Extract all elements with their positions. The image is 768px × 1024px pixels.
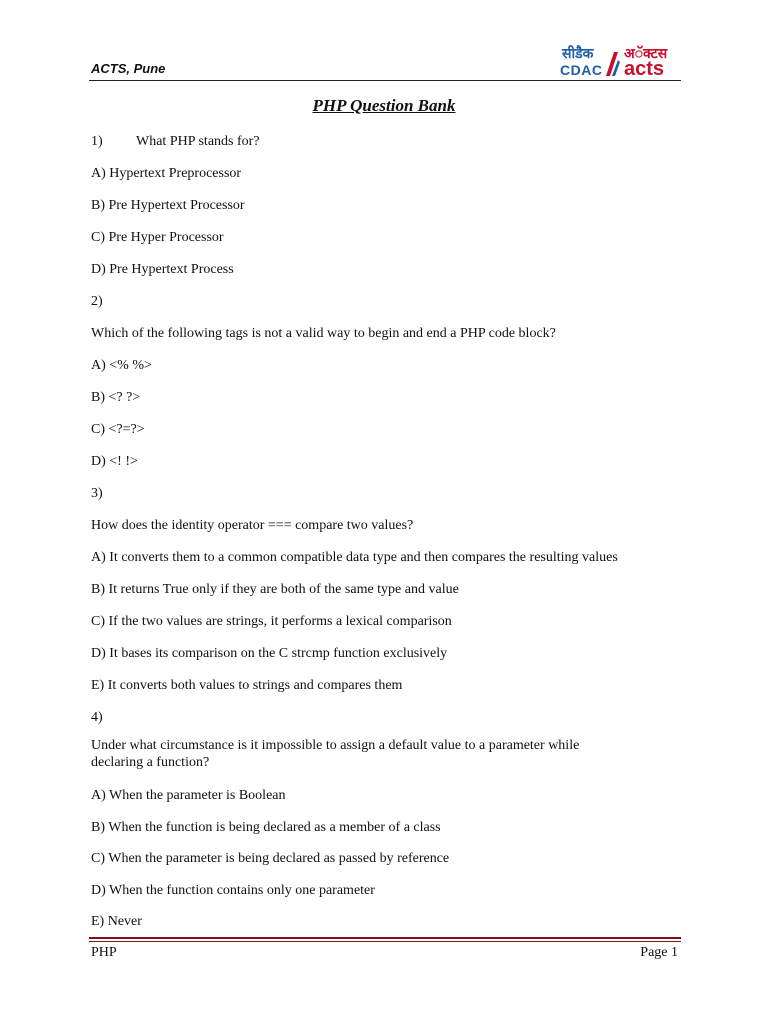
footer-divider [89, 937, 681, 939]
cdac-acts-logo [558, 44, 676, 78]
question-number: 1) [91, 134, 103, 149]
answer-option: B) Pre Hypertext Processor [91, 198, 245, 213]
page-number: Page 1 [640, 945, 678, 960]
answer-option: D) Pre Hypertext Process [91, 262, 234, 277]
answer-option: D) When the function contains only one parameter [91, 883, 375, 898]
question-number: 2) [91, 294, 103, 309]
question-text: How does the identity operator === compare two values? [91, 518, 414, 533]
question-text: Which of the following tags is not a valid way to begin and end a PHP code block? [91, 326, 556, 341]
header-org-label: ACTS, Pune [91, 61, 166, 76]
question-text: Under what circumstance is it impossible to assign a default value to a parameter while declaring a function? [91, 738, 580, 770]
answer-option: C) If the two values are strings, it performs a lexical comparison [91, 614, 452, 629]
logo-swoosh-icon [602, 48, 622, 78]
answer-option: E) It converts both values to strings and compares them [91, 678, 403, 693]
answer-option: A) Hypertext Preprocessor [91, 166, 242, 181]
answer-option: C) Pre Hyper Processor [91, 230, 224, 245]
answer-option: A) When the parameter is Boolean [91, 788, 286, 803]
header-divider [89, 80, 681, 81]
footer-divider-thin [89, 941, 681, 942]
answer-option: C) When the parameter is being declared as passed by reference [91, 851, 450, 866]
question-number: 4) [91, 710, 103, 725]
logo-acts-hindi: अॅक्टस [624, 46, 668, 62]
question-number: 3) [91, 486, 103, 501]
answer-option: A) <% %> [91, 358, 152, 373]
answer-option: A) It converts them to a common compatible data type and then compares the resulting values [91, 550, 618, 565]
page-title: PHP Question Bank [312, 96, 456, 115]
answer-option: C) <?=?> [91, 422, 145, 437]
question-text: What PHP stands for? [136, 134, 260, 149]
logo-cdac-latin: CDAC [560, 62, 603, 78]
answer-option: D) <! !> [91, 454, 138, 469]
answer-option: B) <? ?> [91, 390, 141, 405]
answer-option: D) It bases its comparison on the C strcmp function exclusively [91, 646, 448, 661]
logo-cdac-hindi: सीडैक [562, 46, 594, 62]
answer-option: E) Never [91, 914, 142, 929]
footer-subject: PHP [91, 945, 117, 960]
answer-option: B) It returns True only if they are both of the same type and value [91, 582, 459, 597]
answer-option: B) When the function is being declared as a member of a class [91, 820, 441, 835]
logo-acts-latin: acts [624, 58, 665, 80]
